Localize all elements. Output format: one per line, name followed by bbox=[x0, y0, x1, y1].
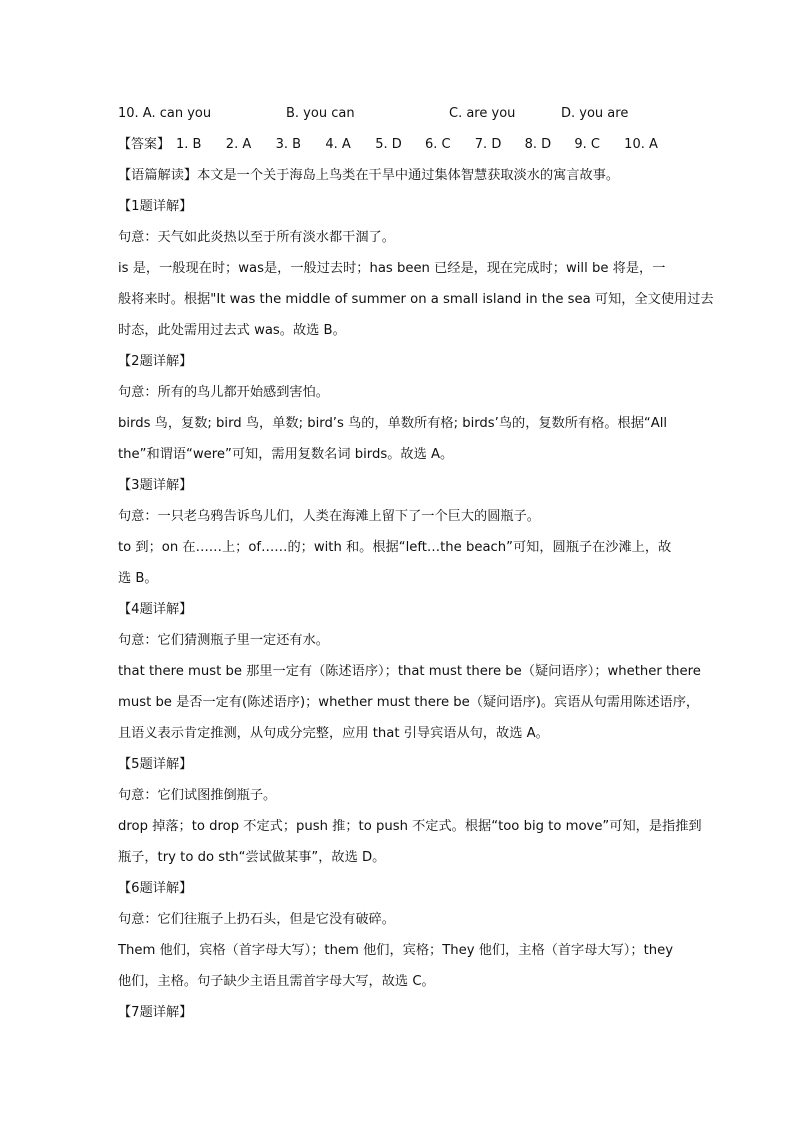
answer-item: 5. D bbox=[375, 137, 402, 152]
sentence-meaning: 句意：它们往瓶子上扔石头，但是它没有破碎。 bbox=[118, 912, 395, 927]
explanation-line: birds 鸟，复数; bird 鸟，单数; bird’s 鸟的，单数所有格; birds’鸟的，复数所有格。根据“All bbox=[118, 416, 668, 431]
sentence-meaning: 句意：它们猜测瓶子里一定还有水。 bbox=[118, 633, 329, 648]
explanation-line: 选 B。 bbox=[118, 571, 158, 586]
answer-item: 9. C bbox=[574, 137, 600, 152]
sentence-meaning: 句意：天气如此炎热以至于所有淡水都干涸了。 bbox=[118, 230, 395, 245]
section-heading: 【5题详解】 bbox=[118, 757, 193, 772]
section-heading: 【3题详解】 bbox=[118, 478, 193, 493]
sentence-meaning: 句意：一只老乌鸦告诉鸟儿们，人类在海滩上留下了一个巨大的圆瓶子。 bbox=[118, 509, 540, 524]
option-b: B. you can bbox=[286, 106, 355, 121]
section-heading: 【2题详解】 bbox=[118, 354, 193, 369]
answer-label: 【答案】 bbox=[118, 137, 171, 152]
section-heading: 【1题详解】 bbox=[118, 199, 193, 214]
answer-item: 4. A bbox=[325, 137, 351, 152]
section-heading: 【7题详解】 bbox=[118, 1005, 193, 1020]
section-heading: 【4题详解】 bbox=[118, 602, 193, 617]
document-page bbox=[118, 98, 714, 1028]
option-d: D. you are bbox=[561, 106, 629, 121]
passage-interpretation: 【语篇解读】本文是一个关于海岛上鸟类在干旱中通过集体智慧获取淡水的寓言故事。 bbox=[118, 168, 620, 183]
explanation-line: 且语义表示肯定推测，从句成分完整，应用 that 引导宾语从句，故选 A。 bbox=[118, 726, 549, 741]
section-heading: 【6题详解】 bbox=[118, 881, 193, 896]
explanation-line: must be 是否一定有(陈述语序)；whether must there be（疑问语序)。宾语从句需用陈述语序， bbox=[118, 695, 700, 710]
option-c: C. are you bbox=[449, 106, 516, 121]
option-a: 10. A. can you bbox=[118, 106, 212, 121]
explanation-line: 般将来时。根据"It was the middle of summer on a small island in the sea 可知，全文使用过去 bbox=[118, 292, 714, 307]
explanation-line: drop 掉落；to drop 不定式；push 推；to push 不定式。根据“too big to move”可知，是指推到 bbox=[118, 819, 702, 834]
sentence-meaning: 句意：所有的鸟儿都开始感到害怕。 bbox=[118, 385, 329, 400]
explanation-line: 时态，此处需用过去式 was。故选 B。 bbox=[118, 323, 346, 338]
explanation-line: Them 他们，宾格（首字母大写）；them 他们，宾格；They 他们，主格（首字母大写）；they bbox=[118, 943, 674, 958]
question-10-options bbox=[118, 98, 678, 129]
answer-item: 7. D bbox=[474, 137, 502, 152]
answer-item: 3. B bbox=[275, 137, 302, 152]
answer-item: 1. B bbox=[176, 137, 202, 152]
explanation-line: the”和谓语“were”可知，需用复数名词 birds。故选 A。 bbox=[118, 447, 454, 462]
explanation-line: 他们，主格。句子缺少主语且需首字母大写，故选 C。 bbox=[118, 974, 435, 989]
explanation-line: to 到；on 在……上；of……的；with 和。根据“left…the beach”可知，圆瓶子在沙滩上，故 bbox=[118, 540, 672, 555]
answer-item: 6. C bbox=[424, 137, 451, 152]
explanation-line: is 是，一般现在时；was是，一般过去时；has been 已经是，现在完成时；will be 将是，一 bbox=[118, 261, 666, 276]
sentence-meaning: 句意：它们试图推倒瓶子。 bbox=[118, 788, 277, 803]
answer-item: 10. A bbox=[624, 137, 658, 152]
answer-key-row bbox=[118, 129, 678, 160]
answer-item: 2. A bbox=[225, 137, 252, 152]
explanation-line: that there must be 那里一定有（陈述语序）；that must there be（疑问语序）；whether there bbox=[118, 664, 701, 679]
answer-item: 8. D bbox=[524, 137, 552, 152]
explanation-line: 瓶子，try to do sth“尝试做某事”，故选 D。 bbox=[118, 850, 386, 865]
